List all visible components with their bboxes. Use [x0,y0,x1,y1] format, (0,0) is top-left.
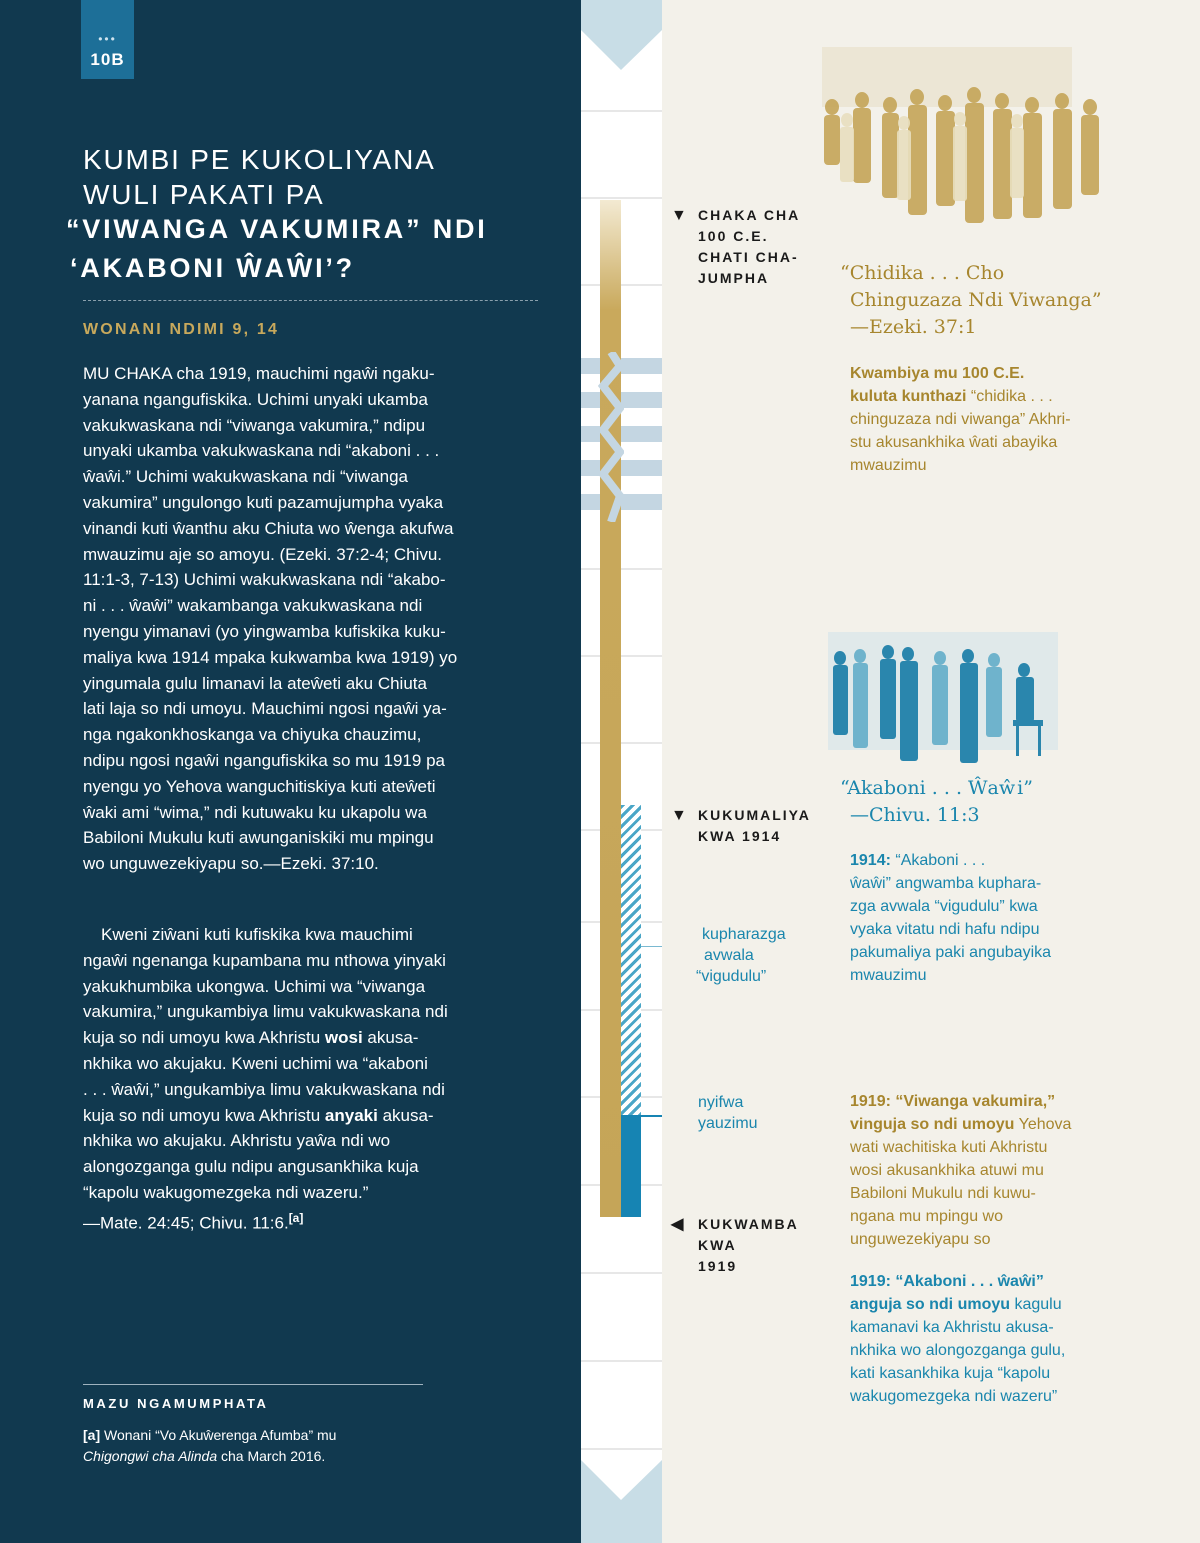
p1-line: wo unguwezekiyapu so.—Ezeki. 37:10. [83,854,379,874]
timeline-marker-1919: ◀ KUKWAMBA KWA 1919 [671,1216,799,1274]
tab-dots: ••• [98,32,117,46]
top-chevron-shape [581,0,662,70]
down-triangle-icon: ▼ [671,207,687,224]
timeline-marker-100ce: ▼ CHAKA CHA 100 C.E. CHATI CHA- JUMPHA [671,207,801,286]
p2-line: ngaŵi ngenanga kupambana mu nthowa yinyaki [83,950,446,970]
left-triangle-icon: ◀ [671,1216,684,1233]
p2-line: . . . ŵaŵi,” ungukambiya limu vakukwaskana ndi [83,1079,445,1099]
p1-line: vakukwaskana ndi “viwanga vakumira,” ndipu [83,415,426,435]
bottom-chevron-shape [581,1460,662,1543]
footnote-heading: MAZU NGAMUMPHATA [83,1396,269,1411]
bones-1919-description: 1919: “Viwanga vakumira,” vinguja so ndi umoyu Yehova wati wachitiska kuti Akhristu wosi akusankhika atuwi mu Babiloni Mukulu ndi kuwu- ngana mu mpingu wo unguwezekiyapu so [850,1093,1072,1248]
p1-line: 11:1-3, 7-13) Uchimi wakukwaskana ndi “akabo- [83,570,446,590]
witnesses-1919-description: 1919: “Akaboni . . . ŵaŵi” anguja so ndi umoyu kagulu kamanavi ka Akhristu akusa- nkhika wo alongozganga gulu, kati kasankhika kuja “kapolu wakugomezgeka ndi wazeru” [850,1273,1066,1405]
title-line-4: ‘AKABONI ŴAŴI’? [70,253,355,283]
p1-line: ŵaki ami “wima,” ndi kutuwaku ku ukapolu wa [83,802,427,822]
p2-line: nkhika wo akujaku. Kweni uchimi wa “akaboni [83,1053,428,1073]
article-panel [0,0,581,1543]
sackcloth-label: kupharazga avwala “vigudulu” [696,926,786,985]
body-paragraph-2 [83,922,508,1236]
p1-line: yanana ngangufiskika. Uchimi unyaki ukamba [83,389,428,409]
p2-line: yakukhumbika ukongwa. Uchimi wa “viwanga [83,976,426,996]
witnesses-scripture-quote: “Akaboni . . . Ŵaŵi” —Chivu. 11:3 [840,777,1033,826]
tick-lines [581,111,662,1449]
bones-description: Kwambiya mu 100 C.E. kuluta kunthazi “chidika . . . chinguzaza ndi viwanga” Akhri- stu akusankhika ŵati abayika mwauzimu [850,365,1071,474]
sackcloth-hatch-bar [621,805,641,1115]
p1-line: ndipu ngosi ngaŵi ngangufiskika so mu 1919 pa [83,750,445,770]
p2-line: —Mate. 24:45; Chivu. 11:6.[a] [83,1210,304,1233]
p1-line: unyaki ukamba vakukwaskana ndi “akaboni . . . [83,441,440,461]
p1-line: vakumira” ungulongo kuti pazamujumpha vyaka [83,492,444,512]
p1-line: Babiloni Mukulu kuti awunganiskiki mu mpingu [83,828,434,848]
p2-line: alongozganga gulu ndipu angusankhika kuja [83,1157,419,1177]
down-triangle-icon: ▼ [671,807,687,824]
footnote-link[interactable]: [a] [288,1210,304,1225]
witnesses-1914-description: 1914: “Akaboni . . . ŵaŵi” angwamba kuphara- zga avwala “vigudulu” kwa vyaka vitatu ndi hafu ndipu pakumaliya paki angubayika mwauzimu [850,852,1052,984]
p1-line: nyengu yo Yehova wanguchitiskiya kuti ateŵeti [83,776,436,796]
page-number: 10B [90,50,125,69]
p1-line: yingumala gulu limanavi la ateŵeti aku Chiuta [83,673,427,693]
page-title-bold [66,210,566,288]
footnote-divider [83,1384,423,1385]
title-line-3: “VIWANGA VAKUMIRA” NDI [66,214,488,244]
title-line-2: WULI PAKATI PA [83,179,325,210]
emphasis-wosi: wosi [324,1028,363,1048]
two-witnesses-group-illustration [828,632,1058,772]
p2-line: nkhika wo akujaku. Akhristu yaŵa ndi wo [83,1131,391,1151]
p1-line: lati laja so ndi umoyu. Mauchimi ngosi ngaŵi ya- [83,699,447,719]
resurrected-crowd-illustration [792,45,1110,235]
p2-line: Kweni ziŵani kuti kufiskika kwa mauchimi [101,925,413,944]
title-line-1: KUMBI PE KUKOLIYANA [83,144,436,175]
footnote-text: [a] Wonani “Vo Akuŵerenga Afumba” mu Chigongwi cha Alinda cha March 2016. [83,1427,337,1464]
footnote-marker: [a] [83,1427,101,1443]
timeline-marker-1914: ▼ KUKUMALIYA KWA 1914 [671,807,811,844]
p1-line: ŵaŵi.” Uchimi wakukwaskana ndi “viwanga [83,467,409,487]
p1-line: nyengu yimanavi (yo yingwamba kufiskika kuku- [83,621,446,641]
body-paragraph-1 [83,361,508,877]
strip-decor [581,0,662,1543]
p1-line: mwauzimu aje so amoyu. (Ezeki. 37:2-4; Chivu. [83,544,443,564]
p1-line: nga ngakonkhoskanga va chiyuka chauzimu, [83,725,422,745]
timeline-panel [662,0,1200,1543]
zigzag-bar-overlay [598,352,624,522]
footnote-publication: Chigongwi cha Alinda [83,1448,218,1464]
spiritual-death-label: nyifwa yauzimu [698,1094,758,1132]
p2-line: kuja so ndi umoyu kwa Akhristu anyaki akusa- [83,1105,434,1125]
spiritual-death-bar [621,1115,641,1217]
p1-line: ni . . . ŵaŵi” wakambanga vakukwaskana ndi [83,596,423,616]
p1-line: maliya kwa 1914 mpaka kukwamba kwa 1919) yo [83,647,458,667]
p1-line: MU CHAKA cha 1919, mauchimi ngaŵi ngaku- [83,364,435,383]
page-title-light [83,142,553,212]
title-divider [83,300,538,301]
p2-line: “kapolu wakugomezgeka ndi wazeru.” [83,1182,369,1202]
p2-line: kuja so ndi umoyu kwa Akhristu wosi akusa- [83,1028,419,1048]
page-tab [81,0,134,79]
bones-scripture-quote: “Chidika . . . Cho Chinguzaza Ndi Viwanga” —Ezeki. 37:1 [840,262,1102,338]
timeline-strip [581,0,662,1543]
p2-line: vakumira,” ungukambiya limu vakukwaskana ndi [83,1002,448,1022]
p1-line: vinandi kuti ŵanthu aku Chiuta wo ŵenga akufwa [83,518,454,538]
emphasis-anyaki: anyaki [324,1105,378,1125]
paragraph-reference: WONANI NDIMI 9, 14 [83,321,280,338]
